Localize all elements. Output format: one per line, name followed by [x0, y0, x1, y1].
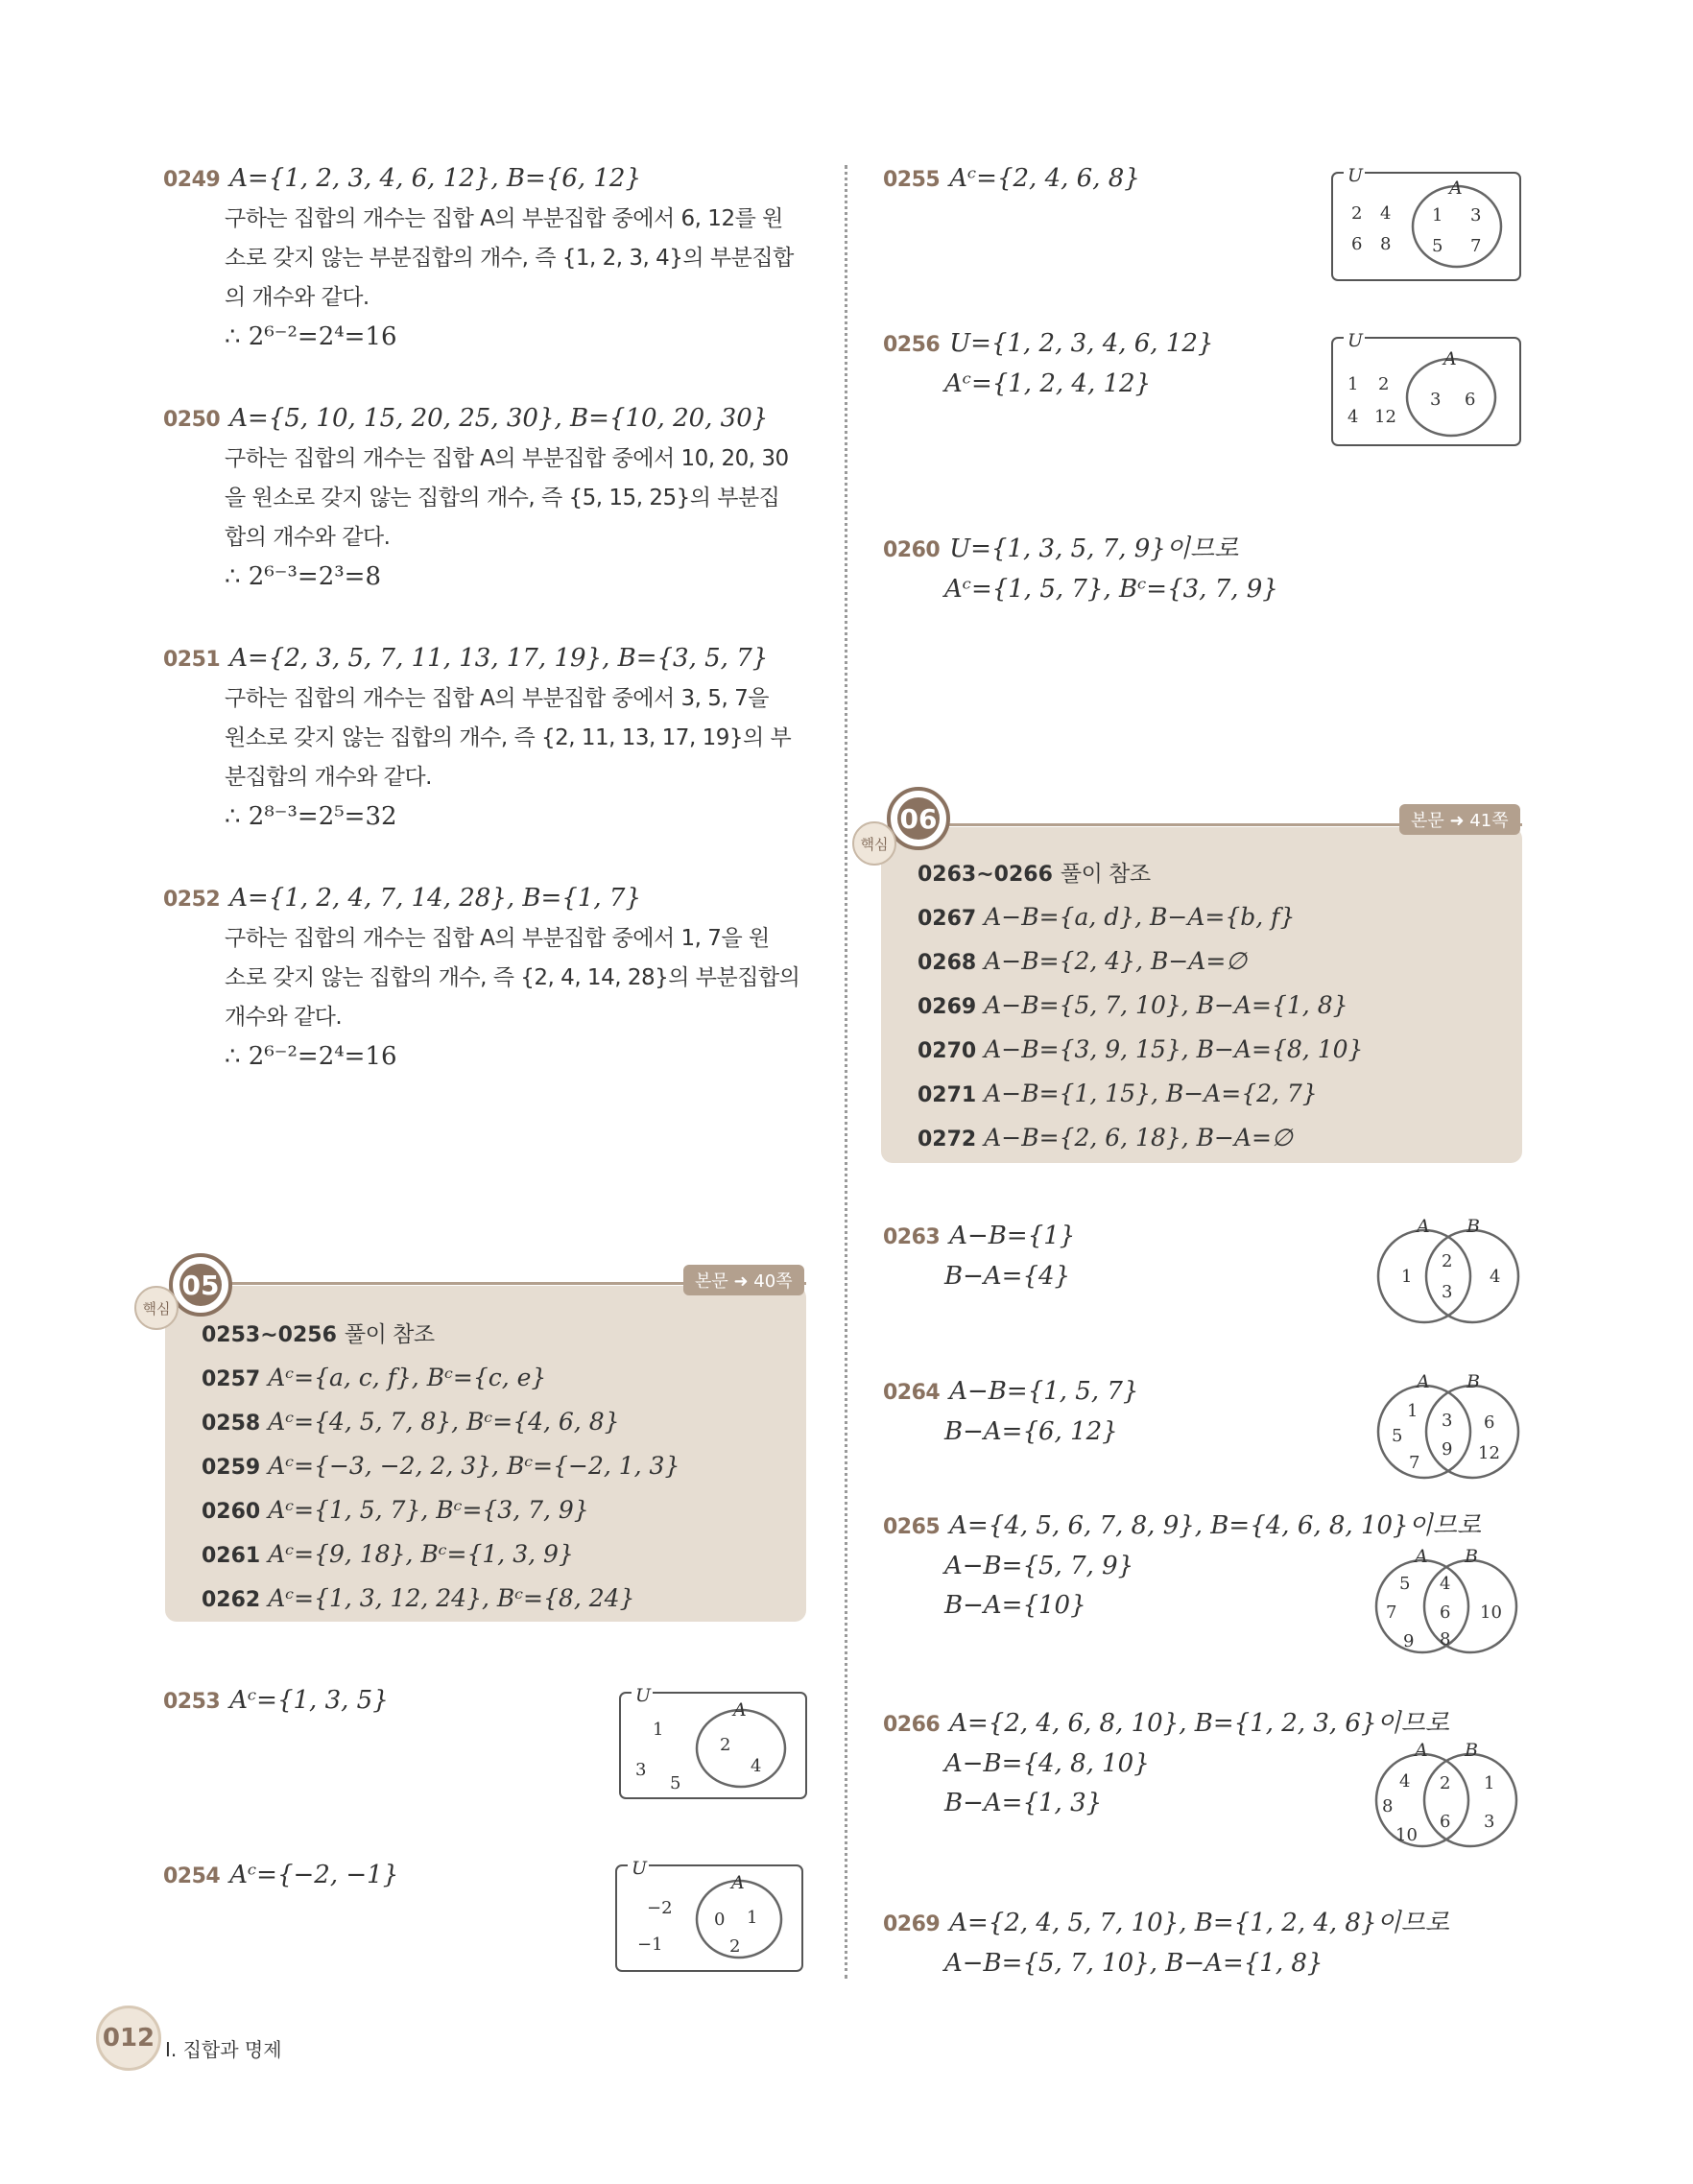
svg-text:4: 4	[1380, 203, 1392, 224]
venn-diagram-0255	[1330, 165, 1524, 284]
svg-text:2: 2	[729, 1936, 741, 1957]
svg-text:A: A	[1415, 1740, 1428, 1761]
solution-0251: 0251 A={2, 3, 5, 7, 11, 13, 17, 19}, B={3, 5, 7} 구하는 집합의 개수는 집합 A의 부분집합 중에서 3, 5, 7을 원소로 갖지 않는 집합의 개수, 즉 {2, 11, 13, 17, 19}의 부 분집합의 개수와 같다. ∴ 2⁸⁻³=2⁵=32	[163, 644, 792, 831]
problem-number: 0251	[163, 648, 221, 672]
svg-text:7: 7	[1386, 1602, 1397, 1623]
svg-text:1: 1	[1401, 1267, 1413, 1287]
svg-text:2: 2	[720, 1735, 731, 1755]
svg-text:3: 3	[1470, 205, 1482, 226]
box06-list	[918, 852, 1363, 1161]
svg-text:A: A	[731, 1872, 745, 1893]
svg-text:2: 2	[1378, 374, 1390, 394]
venn-diagram-0263	[1372, 1215, 1526, 1326]
venn-diagram-0256	[1330, 330, 1524, 449]
svg-text:−1: −1	[637, 1935, 663, 1955]
box05-item: 0253~0256 풀이 참조	[202, 1322, 435, 1347]
svg-text:5: 5	[1399, 1574, 1411, 1594]
solution-0250: 0250 A={5, 10, 15, 20, 25, 30}, B={10, 20, 30} 구하는 집합의 개수는 집합 A의 부분집합 중에서 10, 20, 30 을 원소로 갖지 않는 집합의 개수, 즉 {5, 15, 25}의 부분집 합의 개수와 같다. ∴ 2⁶⁻³=2³=8	[163, 404, 789, 591]
problem-number: 0250	[163, 408, 221, 432]
svg-text:B: B	[1466, 1371, 1480, 1392]
box06-item: 0269 A−B={5, 7, 10}, B−A={1, 8}	[918, 991, 1348, 1019]
core-tag: 핵심	[852, 821, 896, 866]
box05-item: 0261 Aᶜ={9, 18}, Bᶜ={1, 3, 9}	[202, 1540, 574, 1568]
svg-text:9: 9	[1442, 1439, 1453, 1460]
svg-text:4: 4	[1399, 1771, 1411, 1792]
problem-number: 0252	[163, 888, 221, 912]
svg-text:6: 6	[1351, 234, 1363, 254]
svg-text:10: 10	[1395, 1825, 1418, 1845]
svg-text:7: 7	[1409, 1453, 1420, 1473]
svg-text:8: 8	[1380, 234, 1392, 254]
venn-diagram-0266	[1367, 1739, 1526, 1852]
svg-text:U: U	[1347, 165, 1364, 186]
solution-0253: 0253 Aᶜ={1, 3, 5}	[163, 1686, 389, 1715]
solution-0264: 0264 A−B={1, 5, 7} B−A={6, 12}	[883, 1377, 1139, 1446]
svg-text:1: 1	[1407, 1401, 1419, 1421]
svg-text:A: A	[1449, 178, 1463, 199]
svg-text:U: U	[1347, 330, 1364, 351]
svg-text:U: U	[632, 1858, 648, 1879]
svg-text:B: B	[1466, 1216, 1480, 1237]
svg-text:3: 3	[1442, 1411, 1453, 1431]
chapter-title: I. 집합과 명제	[165, 2038, 282, 2061]
box05-item: 0258 Aᶜ={4, 5, 7, 8}, Bᶜ={4, 6, 8}	[202, 1408, 620, 1436]
svg-text:10: 10	[1480, 1602, 1502, 1623]
svg-text:1: 1	[1347, 374, 1359, 394]
box06-item: 0270 A−B={3, 9, 15}, B−A={8, 10}	[918, 1035, 1364, 1063]
section-badge-05: 05	[169, 1253, 232, 1317]
svg-text:1: 1	[653, 1720, 664, 1740]
svg-text:−2: −2	[647, 1898, 673, 1918]
venn-diagram-0253	[618, 1685, 810, 1802]
box06-item: 0267 A−B={a, d}, B−A={b, f}	[918, 903, 1296, 931]
svg-text:B: B	[1465, 1546, 1478, 1567]
svg-text:12: 12	[1478, 1443, 1500, 1463]
svg-text:9: 9	[1403, 1631, 1415, 1651]
svg-text:5: 5	[1432, 236, 1443, 256]
svg-text:3: 3	[1484, 1812, 1495, 1832]
section-badge-06: 06	[887, 787, 950, 850]
svg-text:5: 5	[670, 1773, 681, 1793]
svg-text:2: 2	[1440, 1773, 1451, 1793]
solution-0263: 0263 A−B={1} B−A={4}	[883, 1222, 1076, 1291]
svg-text:6: 6	[1465, 390, 1476, 410]
column-divider	[845, 165, 847, 1979]
svg-text:4: 4	[751, 1756, 762, 1776]
page-reference: 본문 ➜ 41쪽	[1399, 804, 1520, 835]
svg-text:A: A	[1417, 1216, 1430, 1237]
svg-text:A: A	[1415, 1546, 1428, 1567]
svg-text:1: 1	[1484, 1773, 1495, 1793]
svg-text:12: 12	[1374, 407, 1396, 427]
box06-item: 0272 A−B={2, 6, 18}, B−A=∅	[918, 1124, 1293, 1151]
solution-0269: 0269 A={2, 4, 5, 7, 10}, B={1, 2, 4, 8}이므로 A−B={5, 7, 10}, B−A={1, 8}	[883, 1909, 1449, 1978]
box05-list	[202, 1313, 680, 1622]
svg-text:U: U	[635, 1685, 652, 1706]
svg-text:4: 4	[1440, 1574, 1451, 1594]
svg-text:3: 3	[635, 1760, 647, 1780]
solution-0265: 0265 A={4, 5, 6, 7, 8, 9}, B={4, 6, 8, 10}이므로 A−B={5, 7, 9} B−A={10}	[883, 1511, 1481, 1620]
svg-text:6: 6	[1440, 1812, 1451, 1832]
solution-0260: 0260 U={1, 3, 5, 7, 9}이므로 Aᶜ={1, 5, 7}, Bᶜ={3, 7, 9}	[883, 534, 1278, 604]
svg-text:7: 7	[1470, 236, 1482, 256]
solution-0255: 0255 Aᶜ={2, 4, 6, 8}	[883, 164, 1140, 193]
svg-text:A: A	[1443, 348, 1457, 369]
venn-diagram-0264	[1372, 1370, 1526, 1482]
svg-text:A: A	[733, 1699, 747, 1721]
page-number: 012	[96, 2006, 161, 2071]
box05-item: 0257 Aᶜ={a, c, f}, Bᶜ={c, e}	[202, 1364, 547, 1391]
svg-text:2: 2	[1442, 1251, 1453, 1271]
svg-text:1: 1	[1432, 205, 1443, 226]
box05-item: 0259 Aᶜ={−3, −2, 2, 3}, Bᶜ={−2, 1, 3}	[202, 1452, 680, 1480]
svg-text:0: 0	[714, 1910, 726, 1930]
svg-text:3: 3	[1442, 1282, 1453, 1302]
svg-text:1: 1	[747, 1908, 758, 1928]
svg-text:4: 4	[1347, 407, 1359, 427]
svg-text:3: 3	[1430, 390, 1442, 410]
svg-text:6: 6	[1440, 1602, 1451, 1623]
svg-text:B: B	[1465, 1740, 1478, 1761]
svg-text:8: 8	[1382, 1796, 1394, 1816]
svg-text:8: 8	[1440, 1629, 1451, 1650]
core-tag: 핵심	[134, 1286, 179, 1330]
problem-number: 0249	[163, 168, 221, 192]
solution-0254: 0254 Aᶜ={−2, −1}	[163, 1861, 399, 1889]
page-reference: 본문 ➜ 40쪽	[683, 1265, 804, 1295]
box05-item: 0262 Aᶜ={1, 3, 12, 24}, Bᶜ={8, 24}	[202, 1584, 635, 1612]
solution-0249: 0249 A={1, 2, 3, 4, 6, 12}, B={6, 12} 구하는 집합의 개수는 집합 A의 부분집합 중에서 6, 12를 원 소로 갖지 않는 부분집합의 개수, 즉 {1, 2, 3, 4}의 부분집합 의 개수와 같다. ∴ 2⁶⁻²=2⁴=16	[163, 164, 794, 351]
box06-item: 0263~0266 풀이 참조	[918, 862, 1151, 887]
box05-item: 0260 Aᶜ={1, 5, 7}, Bᶜ={3, 7, 9}	[202, 1496, 589, 1524]
solution-0256: 0256 U={1, 2, 3, 4, 6, 12} Aᶜ={1, 2, 4, 12}	[883, 329, 1214, 398]
box06-item: 0271 A−B={1, 15}, B−A={2, 7}	[918, 1080, 1318, 1107]
solution-0252: 0252 A={1, 2, 4, 7, 14, 28}, B={1, 7} 구하는 집합의 개수는 집합 A의 부분집합 중에서 1, 7을 원 소로 갖지 않는 집합의 개수, 즉 {2, 4, 14, 28}의 부분집합의 개수와 같다. ∴ 2⁶⁻²=2⁴=16	[163, 884, 800, 1071]
svg-text:2: 2	[1351, 203, 1363, 224]
svg-text:A: A	[1417, 1371, 1430, 1392]
solution-0266: 0266 A={2, 4, 6, 8, 10}, B={1, 2, 3, 6}이므로 A−B={4, 8, 10} B−A={1, 3}	[883, 1709, 1449, 1817]
svg-text:4: 4	[1490, 1267, 1501, 1287]
box06-item: 0268 A−B={2, 4}, B−A=∅	[918, 947, 1248, 975]
venn-diagram-0254	[614, 1858, 806, 1975]
svg-text:5: 5	[1392, 1426, 1403, 1446]
svg-text:6: 6	[1484, 1412, 1495, 1433]
venn-diagram-0265	[1367, 1545, 1526, 1658]
